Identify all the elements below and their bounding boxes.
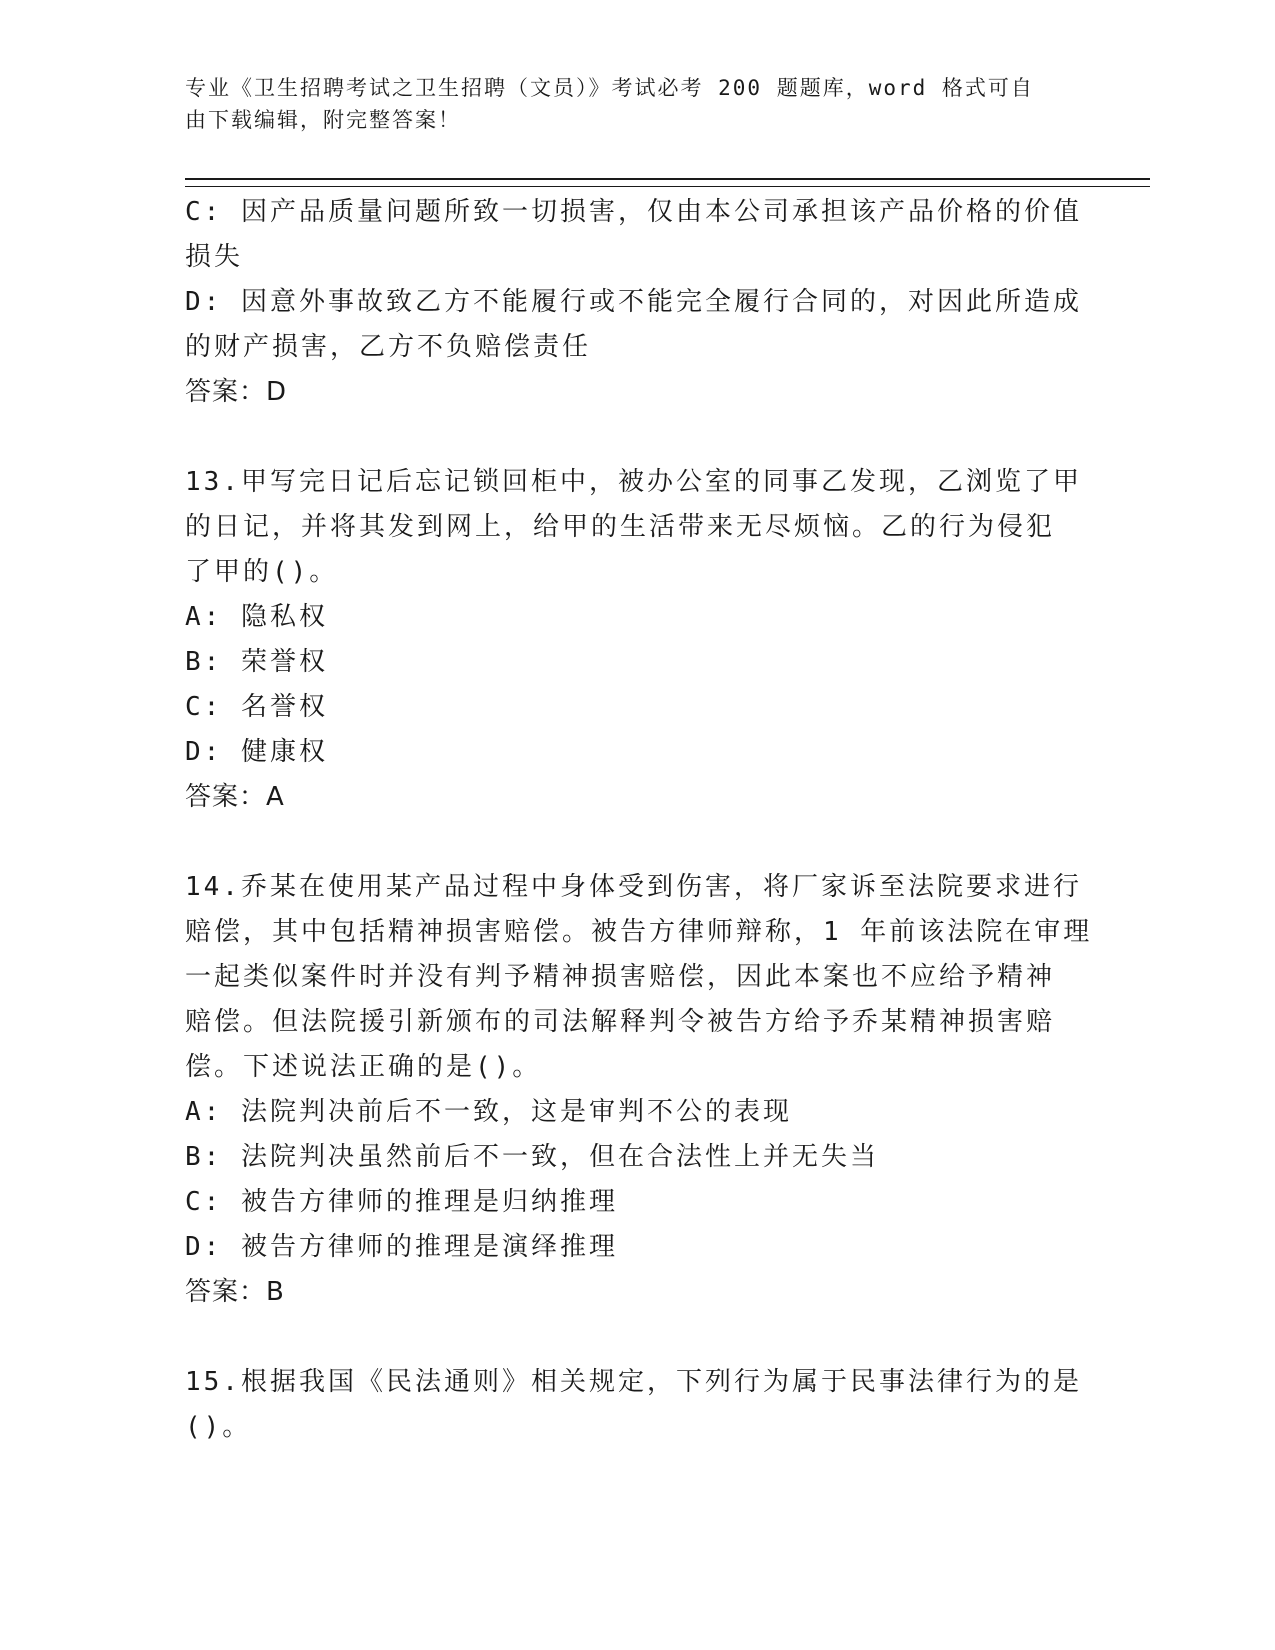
- spacer: [185, 1315, 1085, 1360]
- answer-label: 答案：D: [185, 377, 288, 407]
- question-14-stem-5: 偿。下述说法正确的是()。: [185, 1052, 542, 1082]
- question-13-option-c: C: 名誉权: [185, 692, 328, 722]
- question-14-stem-3: 一起类似案件时并没有判予精神损害赔偿，因此本案也不应给予精神: [185, 962, 1056, 992]
- question-13-stem-3: 了甲的()。: [185, 557, 339, 587]
- question-14-answer: 答案：B: [185, 1277, 285, 1307]
- question-14-stem-1: 14.乔某在使用某产品过程中身体受到伤害，将厂家诉至法院要求进行: [185, 872, 1082, 902]
- question-13-option-a: A: 隐私权: [185, 602, 328, 632]
- question-13-option-b: B: 荣誉权: [185, 647, 328, 677]
- option-c-line-1: C: 因产品质量问题所致一切损害，仅由本公司承担该产品价格的价值: [185, 197, 1082, 227]
- spacer: [185, 820, 1085, 865]
- header-divider: [185, 178, 1150, 187]
- question-14-stem-2: 赔偿，其中包括精神损害赔偿。被告方律师辩称，1 年前该法院在审理: [185, 917, 1093, 947]
- question-14-option-a: A: 法院判决前后不一致，这是审判不公的表现: [185, 1097, 792, 1127]
- option-d-line-1: D: 因意外事故致乙方不能履行或不能完全履行合同的，对因此所造成: [185, 287, 1082, 317]
- question-13-stem-2: 的日记，并将其发到网上，给甲的生活带来无尽烦恼。乙的行为侵犯: [185, 512, 1056, 542]
- question-15-stem-2: ()。: [185, 1412, 252, 1442]
- question-15-block: [185, 1360, 1085, 1450]
- option-c-line-2: 损失: [185, 242, 244, 272]
- question-14-option-d: D: 被告方律师的推理是演绎推理: [185, 1232, 618, 1262]
- question-15-stem-1: 15.根据我国《民法通则》相关规定，下列行为属于民事法律行为的是: [185, 1367, 1082, 1397]
- header-line-2: 由下载编辑，附完整答案！: [185, 108, 461, 132]
- question-13-option-d: D: 健康权: [185, 737, 328, 767]
- document-body: [185, 190, 1093, 1450]
- header-line-1: 专业《卫生招聘考试之卫生招聘（文员）》考试必考 200 题题库，word 格式可自: [185, 76, 1034, 100]
- previous-question-block: [185, 190, 1085, 415]
- question-13-answer: 答案：A: [185, 782, 285, 812]
- spacer: [185, 415, 1085, 460]
- question-14-option-b: B: 法院判决虽然前后不一致，但在合法性上并无失当: [185, 1142, 879, 1172]
- question-13-stem-1: 13.甲写完日记后忘记锁回柜中，被办公室的同事乙发现，乙浏览了甲: [185, 467, 1082, 497]
- option-d-line-2: 的财产损害，乙方不负赔偿责任: [185, 332, 592, 362]
- question-14-stem-4: 赔偿。但法院援引新颁布的司法解释判令被告方给予乔某精神损害赔: [185, 1007, 1056, 1037]
- question-14-block: [185, 865, 1093, 1315]
- question-14-option-c: C: 被告方律师的推理是归纳推理: [185, 1187, 618, 1217]
- question-13-block: [185, 460, 1085, 820]
- page-header: [185, 72, 1065, 136]
